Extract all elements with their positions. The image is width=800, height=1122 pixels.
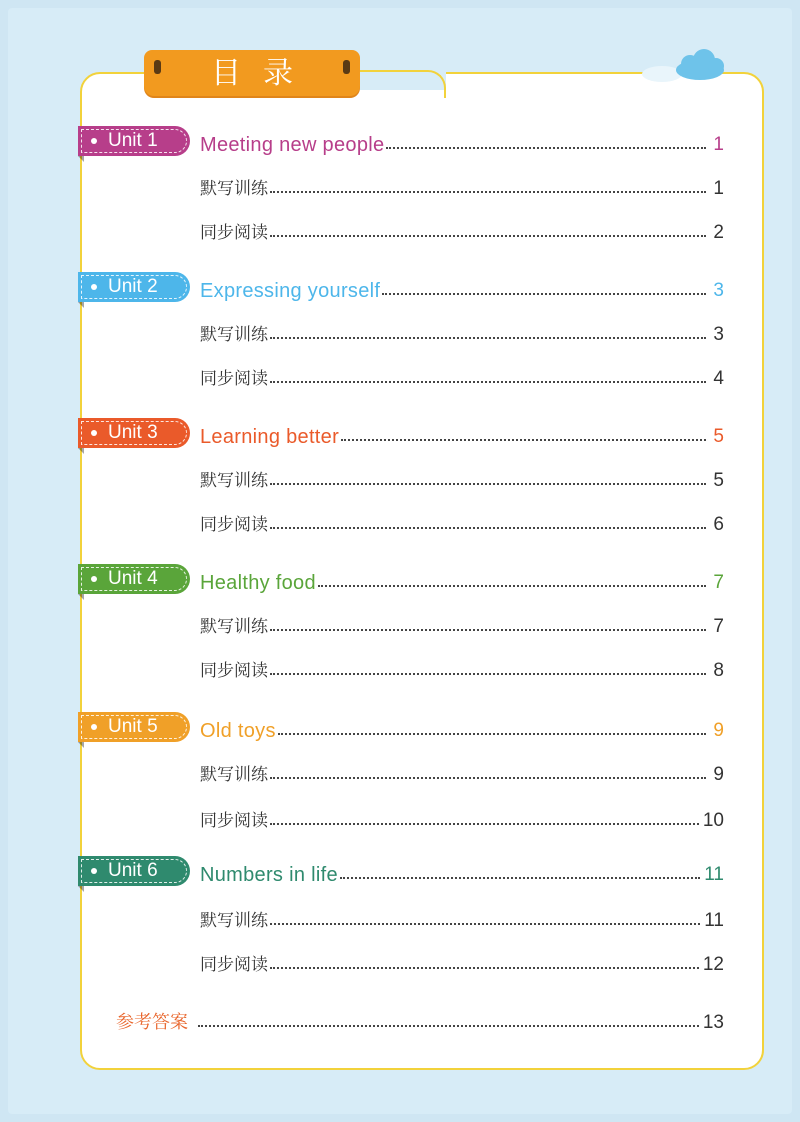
leader-dots [270, 381, 706, 383]
leader-dots [270, 629, 706, 631]
unit-3-page: 5 [713, 426, 724, 447]
toc-item-label: 默写训练 [200, 325, 268, 345]
unit-5-title: Old toys [200, 720, 276, 742]
leader-dots [270, 527, 706, 529]
toc-item-page: 9 [713, 764, 724, 785]
leader-dots [318, 585, 706, 587]
toc-item-page: 10 [702, 810, 724, 831]
toc-item-page: 3 [713, 324, 724, 345]
toc-item-label: 默写训练 [200, 765, 268, 785]
toc-entry-unit-1-dictation[interactable] [200, 170, 724, 200]
cloud-icon [640, 48, 726, 84]
toc-entry-answers[interactable] [116, 1004, 724, 1034]
leader-dots [382, 293, 706, 295]
toc-entry-unit-4[interactable] [200, 564, 724, 594]
toc-entry-unit-6-dictation[interactable] [200, 902, 724, 932]
toc-item-page: 7 [713, 616, 724, 637]
leader-dots [270, 337, 706, 339]
unit-3-badge-label: Unit 3 [108, 422, 158, 443]
toc-entry-unit-5-dictation[interactable] [200, 756, 724, 786]
unit-2-badge-label: Unit 2 [108, 276, 158, 297]
unit-2-title: Expressing yourself [200, 280, 381, 302]
toc-entry-unit-3[interactable] [200, 418, 724, 448]
leader-dots [270, 823, 699, 825]
page-title: 目录 [211, 56, 315, 91]
toc-item-label: 默写训练 [200, 911, 268, 931]
toc-entry-unit-3-reading[interactable] [200, 506, 724, 536]
answers-label: 参考答案 [116, 1012, 188, 1033]
leader-dots [270, 777, 706, 779]
unit-1-badge-label: Unit 1 [108, 130, 158, 151]
toc-entry-unit-2-reading[interactable] [200, 360, 724, 390]
toc-item-page: 12 [702, 954, 724, 975]
unit-1-page: 1 [713, 134, 724, 155]
toc-item-label: 同步阅读 [200, 515, 268, 535]
leader-dots [270, 483, 706, 485]
toc-item-page: 5 [713, 470, 724, 491]
leader-dots [386, 147, 706, 149]
toc-item-label: 默写训练 [200, 471, 268, 491]
card-notch-border [356, 70, 446, 98]
leader-dots [340, 877, 700, 879]
unit-6-badge-label: Unit 6 [108, 860, 158, 881]
toc-entry-unit-1[interactable] [200, 126, 724, 156]
toc-item-page: 4 [713, 368, 724, 389]
toc-entry-unit-1-reading[interactable] [200, 214, 724, 244]
leader-dots [341, 439, 706, 441]
toc-item-page: 2 [713, 222, 724, 243]
toc-entry-unit-4-reading[interactable] [200, 652, 724, 682]
unit-5-page: 9 [713, 720, 724, 741]
unit-2-page: 3 [713, 280, 724, 301]
leader-dots [278, 733, 706, 735]
toc-item-label: 同步阅读 [200, 223, 268, 243]
unit-2-badge [78, 272, 190, 302]
toc-entry-unit-5-reading[interactable] [200, 802, 724, 832]
toc-item-page: 1 [713, 178, 724, 199]
toc-item-label: 同步阅读 [200, 369, 268, 389]
toc-item-label: 同步阅读 [200, 811, 268, 831]
toc-item-label: 同步阅读 [200, 661, 268, 681]
toc-entry-unit-4-dictation[interactable] [200, 608, 724, 638]
leader-dots [270, 923, 700, 925]
unit-6-badge [78, 856, 190, 886]
toc-entry-unit-2[interactable] [200, 272, 724, 302]
toc-entry-unit-5[interactable] [200, 712, 724, 742]
toc-item-label: 默写训练 [200, 179, 268, 199]
unit-1-badge [78, 126, 190, 156]
unit-4-title: Healthy food [200, 572, 316, 594]
unit-3-badge [78, 418, 190, 448]
toc-item-page: 6 [713, 514, 724, 535]
unit-6-page: 11 [704, 864, 724, 885]
unit-5-badge [78, 712, 190, 742]
unit-4-badge [78, 564, 190, 594]
answers-page: 13 [702, 1012, 724, 1033]
leader-dots [270, 235, 706, 237]
unit-1-title: Meeting new people [200, 134, 385, 156]
leader-dots [270, 191, 706, 193]
unit-3-title: Learning better [200, 426, 340, 448]
leader-dots [198, 1025, 699, 1027]
toc-item-label: 同步阅读 [200, 955, 268, 975]
title-tab [144, 50, 360, 96]
toc-entry-unit-6-reading[interactable] [200, 946, 724, 976]
toc-entry-unit-3-dictation[interactable] [200, 462, 724, 492]
toc-entry-unit-2-dictation[interactable] [200, 316, 724, 346]
leader-dots [270, 673, 706, 675]
toc-item-page: 11 [704, 910, 724, 931]
unit-4-badge-label: Unit 4 [108, 568, 158, 589]
unit-6-title: Numbers in life [200, 864, 338, 886]
toc-entry-unit-6[interactable] [200, 856, 724, 886]
toc-item-label: 默写训练 [200, 617, 268, 637]
leader-dots [270, 967, 699, 969]
unit-5-badge-label: Unit 5 [108, 716, 158, 737]
unit-4-page: 7 [713, 572, 724, 593]
toc-item-page: 8 [713, 660, 724, 681]
